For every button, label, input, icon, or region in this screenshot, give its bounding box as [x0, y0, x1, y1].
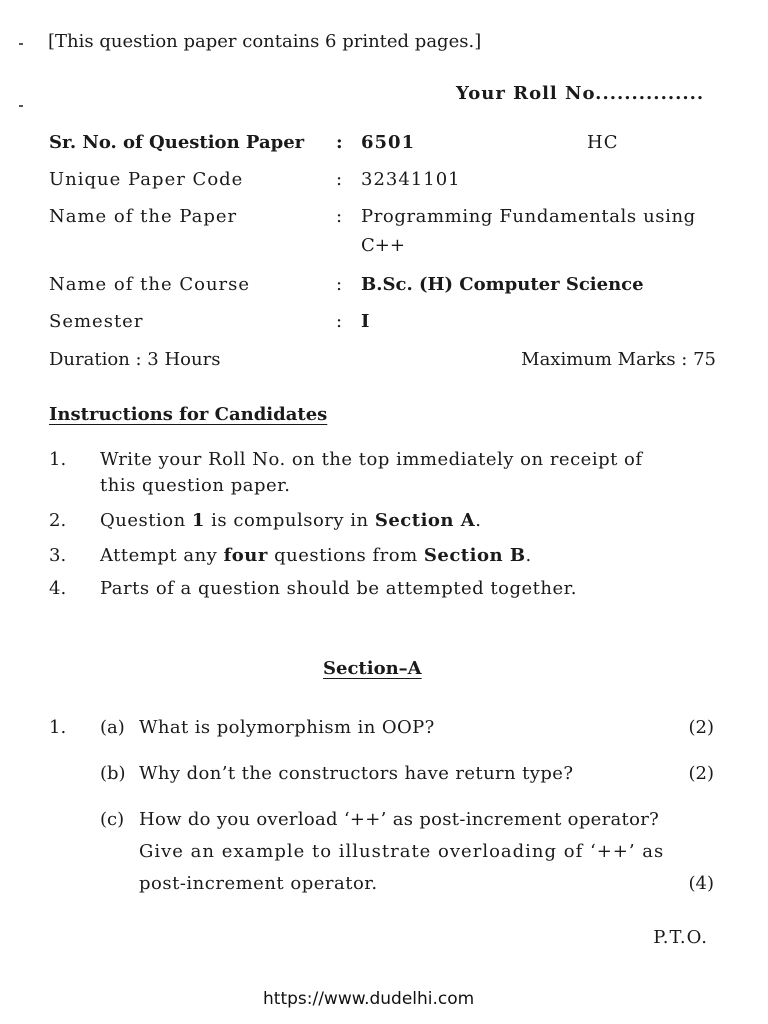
detail-label-course: Name of the Course: [49, 274, 251, 295]
scan-speck: [19, 105, 23, 107]
detail-value-course: B.Sc. (H) Computer Science: [361, 274, 644, 295]
instruction-text: Write your Roll No. on the top immediately on receipt of: [100, 449, 643, 470]
instruction-text: Parts of a question should be attempted together.: [100, 578, 577, 599]
detail-label-paper-name: Name of the Paper: [49, 206, 238, 227]
detail-sep: :: [336, 132, 343, 153]
pto-marker: P.T.O.: [653, 927, 708, 948]
detail-value-upc: 32341101: [361, 169, 461, 190]
part-marks: (2): [688, 763, 714, 784]
detail-sep: :: [336, 169, 343, 190]
instructions-title: Instructions for Candidates: [49, 404, 328, 425]
detail-label-sr-no: Sr. No. of Question Paper: [49, 132, 305, 153]
page-count-note: [This question paper contains 6 printed pages.]: [48, 31, 482, 52]
instruction-number: 2.: [49, 510, 67, 531]
detail-sep: :: [336, 206, 343, 227]
instruction-text: Attempt any four questions from Section B.: [100, 545, 532, 566]
section-a-title: Section–A: [323, 658, 422, 679]
part-text: Give an example to illustrate overloading of ‘++’ as: [139, 841, 665, 862]
roll-number-field: Your Roll No...............: [456, 83, 705, 104]
part-label: (b): [100, 763, 126, 784]
detail-sep: :: [336, 311, 343, 332]
detail-value-paper-name-cont: C++: [361, 235, 405, 256]
duration: Duration : 3 Hours: [49, 349, 221, 370]
part-label: (a): [100, 717, 125, 738]
detail-label-semester: Semester: [49, 311, 144, 332]
part-text: What is polymorphism in OOP?: [139, 717, 435, 738]
maximum-marks: Maximum Marks : 75: [521, 349, 716, 370]
detail-value-sr-no: 6501: [361, 132, 416, 153]
detail-label-upc: Unique Paper Code: [49, 169, 244, 190]
detail-sep: :: [336, 274, 343, 295]
detail-extra-hc: HC: [587, 132, 619, 153]
instruction-number: 4.: [49, 578, 67, 599]
instruction-text: Question 1 is compulsory in Section A.: [100, 510, 482, 531]
question-number: 1.: [49, 717, 67, 738]
part-text: How do you overload ‘++’ as post-increment operator?: [139, 809, 660, 830]
part-text: Why don’t the constructors have return type?: [139, 763, 574, 784]
detail-value-semester: I: [361, 311, 370, 332]
scan-speck: [19, 43, 23, 45]
part-text: post-increment operator.: [139, 873, 378, 894]
instruction-number: 3.: [49, 545, 67, 566]
instruction-text: this question paper.: [100, 475, 291, 496]
part-marks: (4): [688, 873, 714, 894]
detail-value-paper-name: Programming Fundamentals using: [361, 206, 696, 227]
part-label: (c): [100, 809, 125, 830]
instruction-number: 1.: [49, 449, 67, 470]
website-url: https://www.dudelhi.com: [263, 989, 475, 1009]
part-marks: (2): [688, 717, 714, 738]
